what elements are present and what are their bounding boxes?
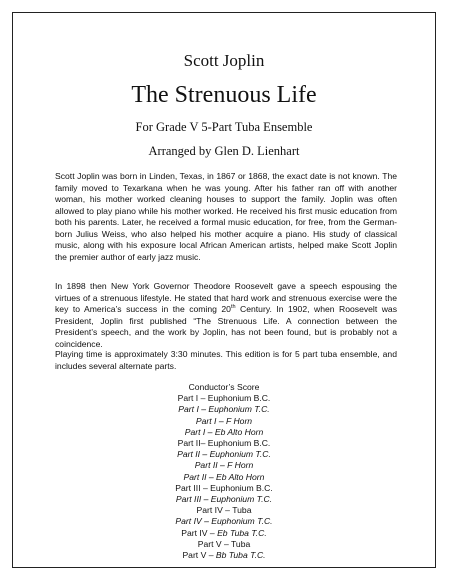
arranger-credit: Arranged by Glen D. Lienhart [148,144,300,158]
part-prefix: Part IV – [181,527,218,538]
parts-list-item: Part II – Eb Alto Horn [183,471,265,482]
parts-list-item: Part I – Eb Alto Horn [184,426,264,437]
parts-list-item: Part IV – Euphonium T.C. [175,516,273,527]
part-instrument: Bb Tuba T.C. [215,550,266,561]
history-text-start: In 1898 then New York Governor Theodore Roosevelt gave a speech espousing the virtues of a strenuous lifestyle. He stated that hard work and strenuous exercise were the key to America’s success in the coming 20 [55,281,397,314]
parts-list-item: Part III – Euphonium T.C. [175,494,273,505]
parts-list-item: Part V – Tuba [197,538,251,549]
history-paragraph [55,281,397,350]
part-instrument: Eb Tuba T.C. [217,527,267,538]
edition-paragraph: Playing time is approximately 3:30 minutes. This edition is for 5 part tuba ensemble, and includes several alternate parts. [55,349,397,371]
composer-name: Scott Joplin [183,51,265,70]
parts-list-item: Part IV – Tuba [196,505,252,516]
parts-list-item: Part II – F Horn [194,460,254,471]
history-text-end: Century. In 1902, when Roosevelt was President, Joplin first published “The Strenuous Life. A connection between the President’s speech, and the work by Joplin, has not been found, but is probably not a coincidence. [55,304,397,349]
parts-list-item: Part II– Euphonium B.C. [177,438,271,449]
ordinal-suffix: th [230,304,236,311]
ensemble-subtitle: For Grade V 5-Part Tuba Ensemble [135,120,313,134]
document-page [12,12,436,568]
parts-list-item: Conductor’s Score [188,382,260,392]
parts-list-item [13,528,435,539]
parts-list-item: Part I – Euphonium T.C. [178,404,270,415]
parts-list-item [13,550,435,561]
parts-list-item: Part III – Euphonium B.C. [175,482,273,493]
part-prefix: Part V – [182,550,216,561]
parts-list [13,382,435,561]
parts-list-item: Part II – Euphonium T.C. [177,449,271,460]
parts-list-item: Part I – F Horn [195,415,253,426]
parts-list-item: Part I – Euphonium B.C. [177,393,271,404]
piece-title: The Strenuous Life [131,82,317,108]
biography-paragraph: Scott Joplin was born in Linden, Texas, in 1867 or 1868, the exact date is not known. The family moved to Texarkana when he was young. After his father ran off with another woman, his mother worked cleaning houses to support the family. Joplin was often allowed to play piano while his mother worked. He received his first music education from both his parents. Later, he received a formal music education, for free, from the German-born Julius Weiss, who also helped his mother acquire a piano. His study of classical music, along with his exposure local African American artists, helped make Scott Joplin the premier author of early jazz music. [55,171,397,262]
